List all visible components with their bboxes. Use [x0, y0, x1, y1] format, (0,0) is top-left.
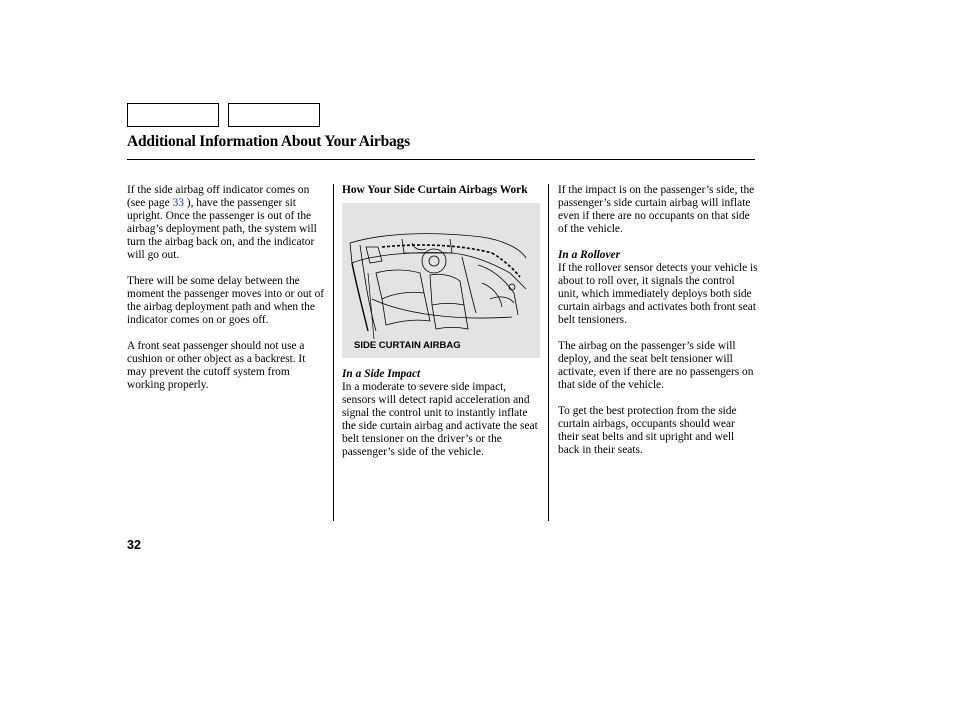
column-middle	[342, 184, 542, 472]
subheading-side-impact: In a Side Impact	[342, 368, 421, 380]
subheading-rollover: In a Rollover	[558, 249, 621, 261]
paragraph-protection: To get the best protection from the side curtain airbags, occupants should wear their seat belts and sit upright and well back in their seats.	[558, 405, 737, 456]
airbag-illustration	[342, 203, 540, 358]
section-heading: How Your Side Curtain Airbags Work	[342, 184, 528, 196]
paragraph-side-impact: In a moderate to severe side impact, sensors will detect rapid acceleration and signal the control unit to instantly inflate the side curtain airbag and activate the seat belt tensioner on the driver’s or the passenger’s side of the vehicle.	[342, 381, 538, 458]
column-left	[127, 184, 327, 405]
column-divider-1	[333, 184, 334, 521]
page-title: Additional Information About Your Airbags	[127, 133, 410, 150]
page-link[interactable]: 33	[172, 197, 184, 209]
figure-label: SIDE CURTAIN AIRBAG	[354, 340, 461, 351]
column-right	[558, 184, 758, 470]
section-tab-1[interactable]	[127, 103, 219, 127]
paragraph-passenger-side: If the impact is on the passenger’s side, the passenger’s side curtain airbag will inflate even if there are no occupants on that side of the vehicle.	[558, 184, 755, 235]
paragraph-delay: There will be some delay between the moment the passenger moves into or out of the airbag deployment path and when the indicator comes on or goes off.	[127, 275, 325, 326]
paragraph-cushion: A front seat passenger should not use a cushion or other object as a backrest. It may prevent the cutoff system from working properly.	[127, 340, 306, 391]
section-tab-2[interactable]	[228, 103, 320, 127]
paragraph-indicator: If the side airbag off indicator comes on (see page 33 ), have the passenger sit upright. Once the passenger is out of the airbag’s deployment path, the system will turn the airbag back on, and the indicator will go out.	[127, 184, 317, 261]
page-number: 32	[127, 538, 141, 552]
title-divider	[127, 159, 755, 160]
column-divider-2	[548, 184, 549, 521]
paragraph-tensioner: The airbag on the passenger’s side will deploy, and the seat belt tensioner will activate, even if there are no passengers on that side of the vehicle.	[558, 340, 754, 391]
paragraph-rollover: If the rollover sensor detects your vehicle is about to roll over, it signals the control unit, which immediately deploys both side curtain airbags and activates both front seat belt tensioners.	[558, 262, 758, 326]
